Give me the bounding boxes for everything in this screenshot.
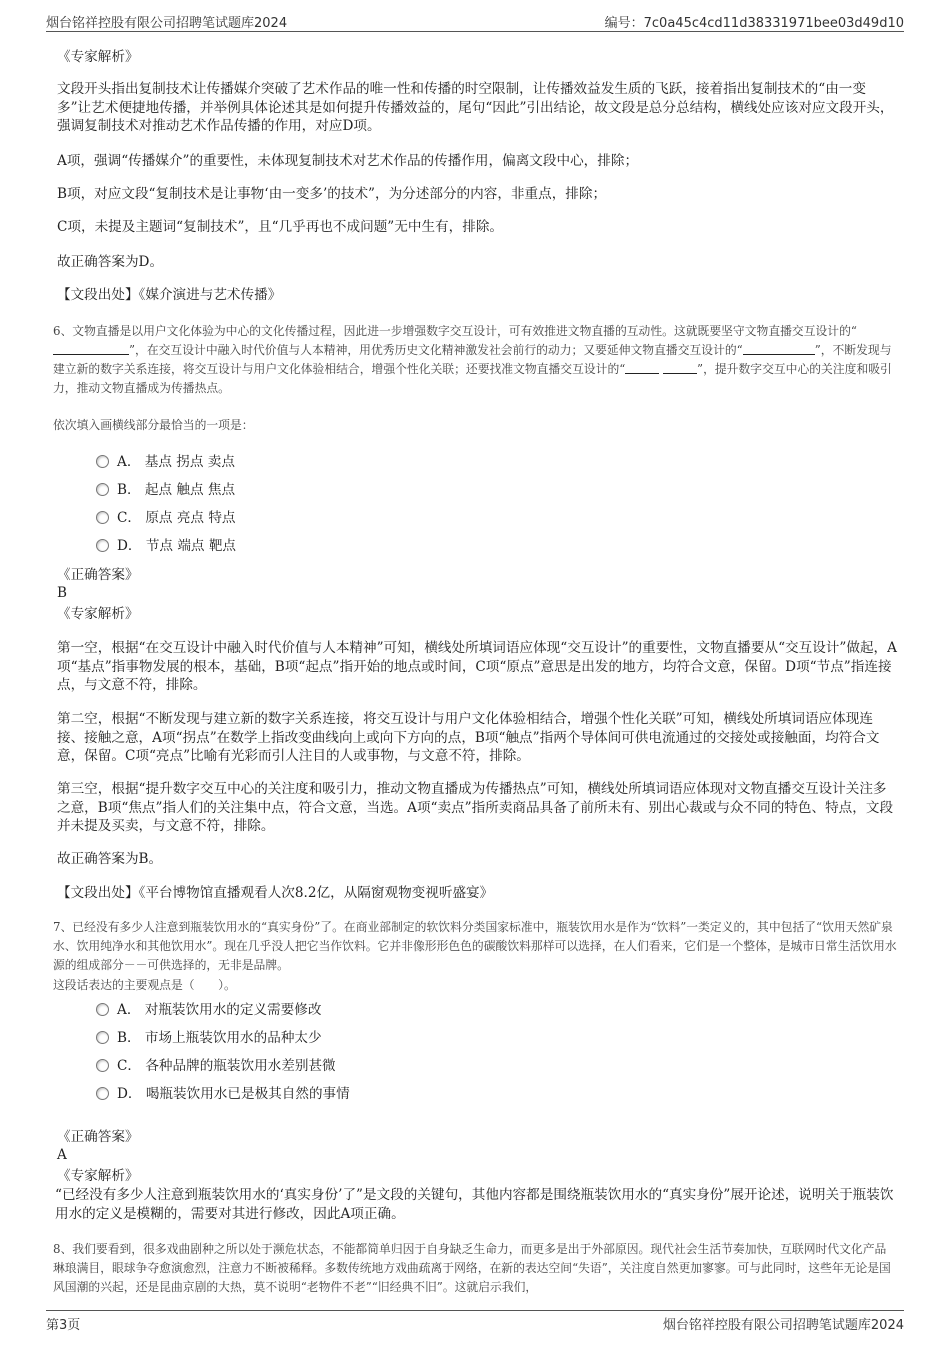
- q6-prompt: 依次填入画横线部分最恰当的一项是：: [53, 418, 254, 432]
- q6-analysis-paragraph-1: 第一空，根据“在交互设计中融入时代价值与人本精神”可知，横线处所填词语应体现“交互设计”的重要性，文物直播要从“交互设计”做起，A项“基点”指事物发展的根本，基础，B项“起点”指开始的地点或时间，C项“原点”意思是出发的地方，均符合文意，保留。D项“节点”指连接点，与文意不符，排除。: [57, 640, 897, 693]
- footer-page-number: 第3页: [46, 1318, 81, 1333]
- q5-source: 【文段出处】《媒介演进与艺术传播》: [57, 287, 282, 303]
- q6-option-a-label: A． 基点 拐点 卖点: [117, 454, 235, 470]
- q5-analysis-option-b: B项，对应文段“复制技术是让事物‘由一变多’的技术”，为分述部分的内容，非重点，排除；: [57, 186, 607, 202]
- header-title: 烟台铭祥控股有限公司招聘笔试题库2024: [46, 16, 288, 31]
- q7-analysis-label: 《专家解析》: [57, 1168, 139, 1184]
- q6-stem-part-2: ”，在交互设计中融入时代价值与人本精神，用优秀历史文化精神激发社会前行的动力；又要延伸文物直播交互设计的“: [129, 343, 743, 357]
- q7-option-a-label: A． 对瓶装饮用水的定义需要修改: [117, 1002, 322, 1018]
- q7-option-c-label: C． 各种品牌的瓶装饮用水差别甚微: [117, 1058, 336, 1074]
- q5-analysis-option-a: A项，强调“传播媒介”的重要性，未体现复制技术对艺术作品的传播作用，偏离文段中心，排除；: [57, 153, 639, 169]
- q7-option-c[interactable]: [96, 1056, 336, 1076]
- radio-icon[interactable]: [96, 455, 109, 468]
- radio-icon[interactable]: [96, 1031, 109, 1044]
- q6-analysis-paragraph-3: 第三空，根据“提升数字交互中心的关注度和吸引力，推动文物直播成为传播热点”可知，横线处所填词语应体现对文物直播交互设计关注多之意，B项“焦点”指人们的关注集中点，符合文意，当选。A项“卖点”指所卖商品具备了前所未有、别出心裁或与众不同的特色、特点，文段并未提及买卖，与文意不符，排除。: [57, 781, 894, 834]
- q7-analysis-paragraph: “已经没有多少人注意到瓶装饮用水的‘真实身份’了”是文段的关键句，其他内容都是围绕瓶装饮用水的“真实身份”展开论述，说明关于瓶装饮用水的定义是模糊的，需要对其进行修改，因此A项正确。: [55, 1187, 894, 1222]
- q6-stem-part-4: ”，提升数字交互中心的关注度和吸引力，推动文物直播成为传播热点。: [53, 362, 892, 395]
- q6-option-b[interactable]: [96, 480, 235, 500]
- q8-question-stem: 8、我们要看到，很多戏曲剧种之所以处于濒危状态，不能都简单归因于自身缺乏生命力，而更多是出于外部原因。现代社会生活节奏加快，互联网时代文化产品琳琅满目，眼球争夺愈演愈烈，注意力不断被稀释。多数传统地方戏曲疏离于网络，在新的表达空间“失语”，关注度自然更加寥寥。可与此同时，这些年无论是国风国潮的兴起，还是昆曲京剧的大热，莫不说明“老物件不老”“旧经典不旧”。这就启示我们，: [53, 1242, 891, 1294]
- q6-analysis-paragraph-2: 第二空，根据“不断发现与建立新的数字关系连接，将交互设计与用户文化体验相结合，增强个性化关联”可知，横线处所填词语应体现连接、接触之意，A项“拐点”在数学上指改变曲线向上或向下方向的点，B项“触点”指两个导体间可供电流通过的交接处或接触面，均符合文意，保留。C项“亮点”比喻有光彩而引人注目的人或事物，与文意不符，排除。: [57, 711, 880, 764]
- q6-analysis-label: 《专家解析》: [57, 606, 139, 622]
- q6-option-c[interactable]: [96, 508, 236, 528]
- q6-option-a[interactable]: [96, 452, 235, 472]
- q6-stem-part-1: 6、文物直播是以用户文化体验为中心的文化传播过程，因此进一步增强数字交互设计，可有效推进文物直播的互动性。这就既要坚守文物直播交互设计的“: [53, 324, 857, 338]
- q6-option-d[interactable]: [96, 536, 236, 556]
- q6-blank-3a: [625, 362, 659, 374]
- radio-icon[interactable]: [96, 539, 109, 552]
- q6-option-d-label: D． 节点 端点 靶点: [117, 538, 237, 554]
- q7-option-b[interactable]: [96, 1028, 322, 1048]
- q7-answer: A: [57, 1147, 67, 1163]
- header-document-id: 编号：7c0a45c4cd11d38331971bee03d49d10: [604, 16, 904, 31]
- q6-source: 【文段出处】《平台博物馆直播观看人次8.2亿，从隔窗观物变视听盛宴》: [57, 885, 494, 901]
- q7-option-d-label: D． 喝瓶装饮用水已是极其自然的事情: [117, 1086, 350, 1102]
- q7-option-a[interactable]: [96, 1000, 321, 1020]
- q6-question-stem: [53, 322, 897, 398]
- footer-title: 烟台铭祥控股有限公司招聘笔试题库2024: [662, 1318, 904, 1333]
- q6-option-b-label: B． 起点 触点 焦点: [117, 482, 236, 498]
- q5-analysis-option-c: C项，未提及主题词“复制技术”，且“几乎再也不成问题”无中生有，排除。: [57, 219, 504, 235]
- page-footer: [46, 1310, 904, 1332]
- page-header: [46, 12, 904, 32]
- q7-option-d[interactable]: [96, 1084, 350, 1104]
- q6-correct-answer-line: 故正确答案为B。: [57, 851, 163, 867]
- radio-icon[interactable]: [96, 1059, 109, 1072]
- q6-blank-3b: [663, 362, 697, 374]
- q6-blank-1: [53, 343, 129, 355]
- q7-prompt: 这段话表达的主要观点是（ ）。: [53, 978, 236, 992]
- q6-blank-2: [743, 343, 815, 355]
- q6-option-c-label: C． 原点 亮点 特点: [117, 510, 236, 526]
- q6-stem-part-3: ”，不断发现与建立新的数字关系连接，将交互设计与用户文化体验相结合，增强个性化关联；还要找准文物直播交互设计的“: [53, 343, 892, 376]
- radio-icon[interactable]: [96, 483, 109, 496]
- q7-answer-label: 《正确答案》: [57, 1129, 139, 1145]
- q7-question-stem: 7、已经没有多少人注意到瓶装饮用水的“真实身份”了。在商业部制定的软饮料分类国家标准中，瓶装饮用水是作为“饮料”一类定义的，其中包括了“饮用天然矿泉水、饮用纯净水和其他饮用水”。现在几乎没人把它当作饮料。它并非像形形色色的碳酸饮料那样可以选择，在人们看来，它们是一个整体，是城市日常生活饮用水源的组成部分－－可供选择的，无非是品牌。: [53, 920, 897, 972]
- q6-answer-label: 《正确答案》: [57, 567, 139, 583]
- q5-analysis-paragraph: 文段开头指出复制技术让传播媒介突破了艺术作品的唯一性和传播的时空限制，让传播效益发生质的飞跃，接着指出复制技术的“由一变多”让艺术便捷地传播，并举例具体论述其是如何提升传播效益的，尾句“因此”引出结论，故文段是总分总结构，横线处应该对应文段开头，强调复制技术对推动艺术作品传播的作用，对应D项。: [57, 81, 894, 134]
- q6-answer: B: [57, 585, 67, 601]
- q5-correct-answer-line: 故正确答案为D。: [57, 254, 164, 270]
- radio-icon[interactable]: [96, 511, 109, 524]
- q5-analysis-label: 《专家解析》: [57, 49, 139, 65]
- radio-icon[interactable]: [96, 1087, 109, 1100]
- q7-option-b-label: B． 市场上瓶装饮用水的品种太少: [117, 1030, 322, 1046]
- radio-icon[interactable]: [96, 1003, 109, 1016]
